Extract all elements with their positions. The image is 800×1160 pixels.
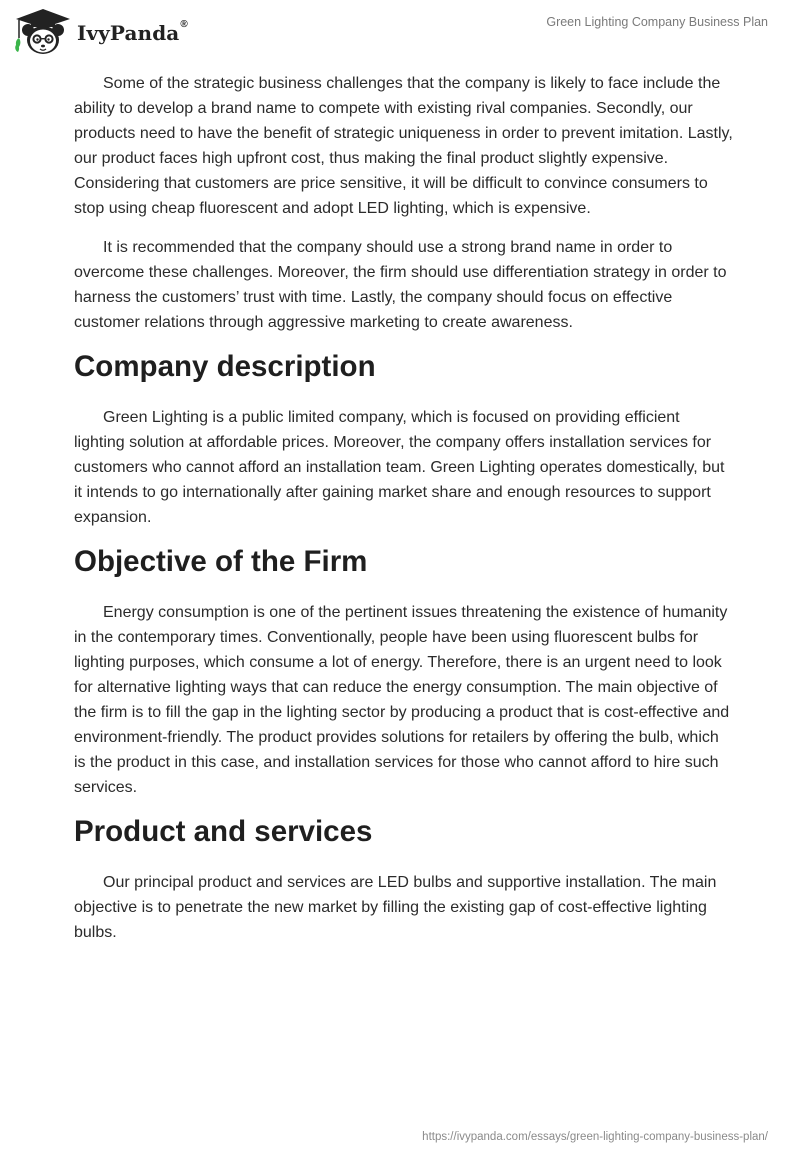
source-url[interactable]: https://ivypanda.com/essays/green-lighting-company-business-plan/ <box>422 1131 768 1143</box>
essay-content <box>74 71 734 959</box>
paragraph-recommendation: It is recommended that the company should use a strong brand name in order to overcome these challenges. Moreover, the firm should use differentiation strategy in order to harness the customers’ trust with time. Lastly, the company should focus on effective customer relations through aggressive marketing to create awareness. <box>74 239 727 331</box>
page-header <box>0 0 800 60</box>
heading-company-description: Company description <box>74 350 376 383</box>
paragraph-challenges: Some of the strategic business challenges that the company is likely to face include the ability to develop a brand name to compete with existing rival companies. Secondly, our products need to have the benefit of strategic uniqueness in order to prevent imitation. Lastly, our product faces high upfront cost, thus making the final product slightly expensive. Considering that customers are price sensitive, it will be difficult to convince consumers to stop using cheap fluorescent and adopt LED lighting, which is expensive. <box>74 75 733 217</box>
heading-products: Product and services <box>74 815 373 848</box>
heading-objective: Objective of the Firm <box>74 545 368 578</box>
panda-graduate-icon <box>14 8 72 56</box>
ivypanda-logo[interactable] <box>14 8 188 56</box>
document-title: Green Lighting Company Business Plan <box>546 15 768 29</box>
brand-name: IvyPanda® <box>77 19 188 45</box>
paragraph-products: Our principal product and services are LED bulbs and supportive installation. The main objective is to penetrate the new market by filling the existing gap of cost-effective lighting bulbs. <box>74 874 717 941</box>
paragraph-company-description: Green Lighting is a public limited company, which is focused on providing efficient lighting solution at affordable prices. Moreover, the company offers installation services for customers who cannot afford an installation team. Green Lighting operates domestically, but it intends to go internationally after gaining market share and enough resources to support expansion. <box>74 409 725 526</box>
registered-mark: ® <box>180 19 188 30</box>
paragraph-objective: Energy consumption is one of the pertinent issues threatening the existence of humanity in the contemporary times. Conventionally, people have been using fluorescent bulbs for lighting purposes, which consume a lot of energy. Therefore, there is an urgent need to look for alternative lighting ways that can reduce the energy consumption. The main objective of the firm is to fill the gap in the lighting sector by producing a product that is cost-effective and environment-friendly. The product provides solutions for retailers by offering the bulb, which is the product in this case, and installation services for those who cannot afford to hire such services. <box>74 604 730 796</box>
